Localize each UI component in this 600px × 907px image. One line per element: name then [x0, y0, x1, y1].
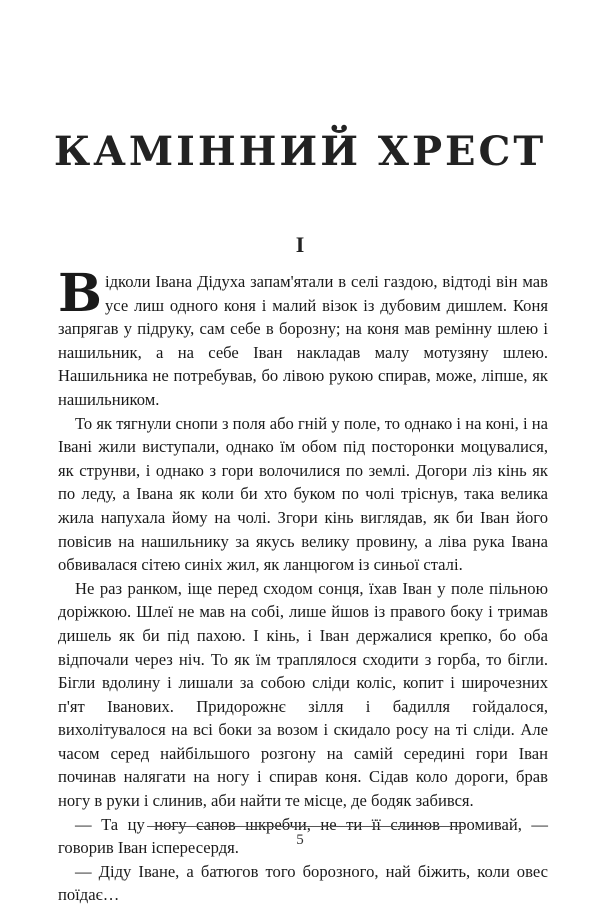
footer-divider: [147, 826, 464, 827]
paragraph-3: Не раз ранком, іще перед сходом сонця, їхав Іван у поле пільною доріжкою. Шлеї не мав на собі, лише йшов із правого боку і тримав дишель як би під пахою. І кінь, і Іван держалися крепко, бо оба відпочали через ніч. То як їм траплялося сходити з горба, то бігли. Бігли вдолину і лишали за собою сліди коліс, копит і широчезних п'ят Іванових. Придорожнє зілля і бадилля гойдалося, вихолітувалося на всі боки за возом і скидало росу на ті сліди. Але часом серед найбільшого розгону на самій середині гори Іван починав налягати на ногу і спирав коня. Сідав коло дороги, брав ногу в руки і слинив, аби найти те місце, де бодяк забився.: [58, 578, 548, 811]
chapter-number: I: [295, 232, 305, 257]
story-body: [58, 263, 548, 907]
page-number: 5: [296, 832, 304, 848]
paragraph-1: [58, 263, 548, 412]
paragraph-2: То як тягнули снопи з поля або гній у поле, то однако і на коні, і на Івані жили виступали, однако їм обом під посторонки моцувалися, як струнви, і однако з гори волочилися по землі. Догори ліз кінь як по леду, а Івана як коли би хто буком по чолі тріснув, така велика жила напухала йому на чолі. Згори кінь виглядав, як би Іван його повісив на нашильнику за якусь велику провину, а ліва рука Івана обвивалася сітею синіх жил, як ланцюгом із синьої сталі.: [58, 413, 548, 575]
paragraph-5-dialogue: — Діду Іване, а батюгов того борозного, най біжить, коли овес поїдає…: [58, 861, 548, 905]
drop-cap-letter: В: [58, 263, 102, 324]
paragraph-4-dialogue: — Та цу ногу сапов шкребчи, не ти її слинов промивай, — говорив Іван іспересердя.: [58, 814, 548, 858]
story-title: КАМІННИЙ ХРЕСТ: [53, 128, 547, 175]
paragraph-1-text: ідколи Івана Дідуха запам'ятали в селі газдою, відтоді він мав усе лиш одного коня і малий візок із дубовим дишлем. Коня запрягав у підруку, сам себе в борозну; на коня мав ремінну шлею і нашильник, а на себе Іван накладав малу мотузяну шлею. Нашильника не потребував, бо лівою рукою спирав, може, ліпше, як нашильником.: [58, 272, 548, 409]
